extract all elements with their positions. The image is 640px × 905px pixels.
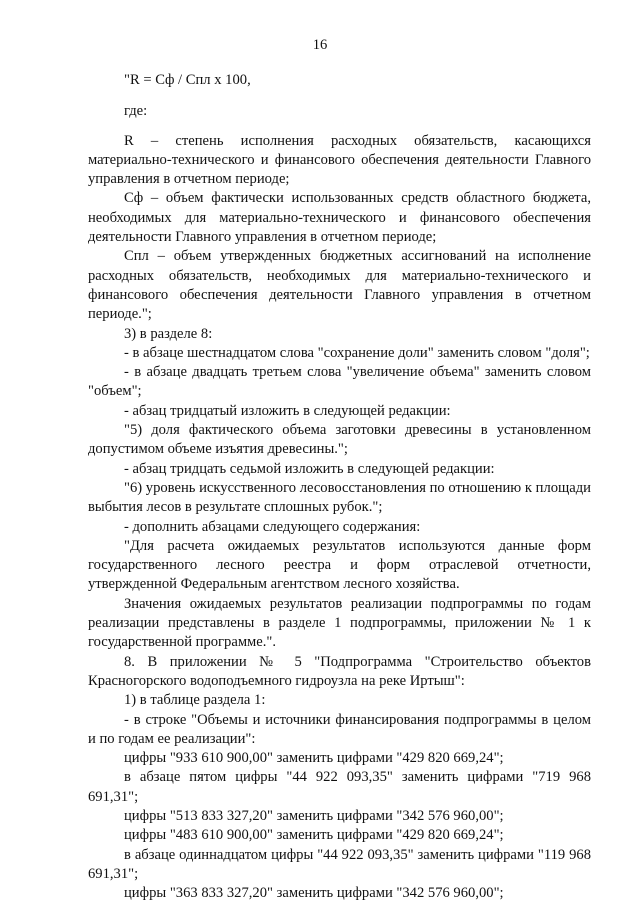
paragraph-where: где:	[124, 103, 148, 120]
paragraph: в абзаце одиннадцатом цифры "44 922 093,35" заменить цифрами "119 968 691,31";	[88, 846, 591, 882]
document-body	[88, 71, 591, 903]
paragraph: цифры "513 833 327,20" заменить цифрами "342 576 960,00";	[124, 807, 504, 824]
paragraph: цифры "363 833 327,20" заменить цифрами "342 576 960,00";	[124, 885, 504, 902]
paragraph: - в абзаце шестнадцатом слова "сохранение доли" заменить словом "доля";	[124, 344, 590, 361]
paragraph: R – степень исполнения расходных обязательств, касающихся материально-технического и финансового обеспечения деятельности Главного управления в отчетном периоде;	[88, 132, 591, 188]
paragraph: - абзац тридцатый изложить в следующей редакции:	[124, 402, 451, 419]
paragraph: 1) в таблице раздела 1:	[124, 692, 266, 709]
paragraph: Значения ожидаемых результатов реализации подпрограммы по годам реализации представлены в разделе 1 подпрограммы, приложении № 1 к государственной программе.".	[88, 595, 591, 651]
paragraph: - дополнить абзацами следующего содержания:	[124, 518, 421, 535]
paragraph: Спл – объем утвержденных бюджетных ассигнований на исполнение расходных обязательств, необходимых для материально-технического и финансового обеспечения деятельности Главного управления в отчетном периоде.";	[88, 248, 591, 323]
formula-line: "R = Сф / Спл x 100,	[124, 72, 251, 88]
paragraph: цифры "483 610 900,00" заменить цифрами "429 820 669,24";	[124, 827, 504, 844]
paragraph: - абзац тридцать седьмой изложить в следующей редакции:	[124, 460, 495, 477]
paragraph: 3) в разделе 8:	[124, 325, 213, 342]
paragraph: в абзаце пятом цифры "44 922 093,35" заменить цифрами "719 968 691,31";	[88, 769, 591, 805]
paragraph: цифры "933 610 900,00" заменить цифрами "429 820 669,24";	[124, 750, 504, 767]
paragraph: Сф – объем фактически использованных средств областного бюджета, необходимых для материально-технического и финансового обеспечения деятельности Главного управления в отчетном периоде;	[88, 190, 591, 246]
paragraph: - в абзаце двадцать третьем слова "увеличение объема" заменить словом "объем";	[88, 364, 591, 400]
paragraph: "Для расчета ожидаемых результатов используются данные форм государственного лесного реестра и форм отраслевой отчетности, утвержденной Федеральным агентством лесного хозяйства.	[88, 537, 591, 593]
paragraph: 8. В приложении № 5 "Подпрограмма "Строительство объектов Красногорского водоподъемного гидроузла на реке Иртыш":	[88, 653, 591, 689]
paragraph: - в строке "Объемы и источники финансирования подпрограммы в целом и по годам ее реализации":	[88, 711, 591, 747]
page-number: 16	[312, 37, 328, 53]
paragraph: "5) доля фактического объема заготовки древесины в установленном допустимом объеме изъятия древесины.";	[88, 422, 591, 458]
paragraph: "6) уровень искусственного лесовосстановления по отношению к площади выбытия лесов в результате сплошных рубок.";	[88, 479, 591, 516]
